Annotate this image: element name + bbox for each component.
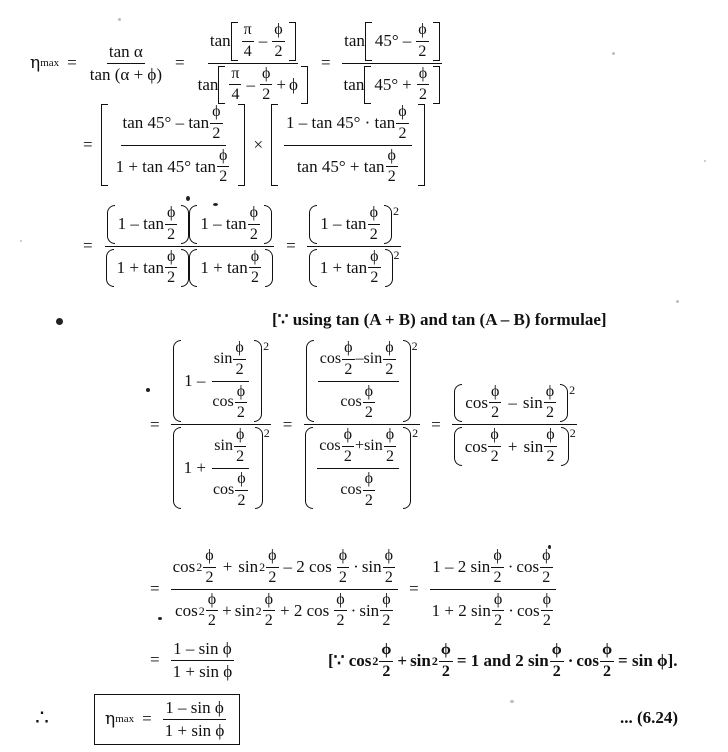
final-result bbox=[0, 694, 728, 745]
equation-row-4: = 1 – sin $\frac{\phi}{2}$ cos $\frac{\phi}{2}$ 2 1 + sin $\frac{\phi}{2}$ cos $\frac{\phi}{2}$ 2 = cos $\frac{\phi}{2}$ – sin $\frac{\phi}{2}$ cos $\frac{\phi}{2}$ 2 cos $\frac{\phi}{2}$ + sin $\frac{\phi}{2}$ cos $\frac{\phi}{2}$ 2 = cos $\frac{\phi}{2}$ – sin $\frac{\phi}{2}$ 2 cos $\frac{\phi}{2}$ + sin $\frac{\phi}{2}$ 2 bbox=[150, 339, 576, 509]
therefore-symbol: ∴ bbox=[35, 705, 49, 730]
equation-row-6: = $\frac{\text{1 – sin ϕ}}{\text{1 + sin ϕ}}$ [∵ cos 2 $\frac{\phi}{2}$ + sin 2 $\frac{\phi}{2}$ = 1 and 2 sin $\frac{\phi}{2}$ · cos $\frac{\phi}{2}$ = sin ϕ]. bbox=[150, 639, 678, 681]
equation-row-2: = tan 45° – tan $\frac{\phi}{2}$ 1 + tan 45° tan $\frac{\phi}{2}$ × 1 – tan 45° · tan $\frac{\phi}{2}$ tan 45° + tan $\frac{\phi}{2}$ bbox=[0, 104, 728, 186]
square-bracket: $\frac{\pi}{4}$ – $\frac{\phi}{2}$ bbox=[231, 22, 296, 61]
equation-row-5: = cos 2 $\frac{\phi}{2}$ + sin 2 $\frac{\phi}{2}$ – 2 cos $\frac{\phi}{2}$ · sin $\frac{\phi}{2}$ cos 2 $\frac{\phi}{2}$ + sin 2 $\frac{\phi}{2}$ + 2 cos $\frac{\phi}{2}$ · sin $\frac{\phi}{2}$ = 1 – 2 sin $\frac{\phi}{2}$ · cos $\frac{\phi}{2}$ 1 + 2 sin $\frac{\phi}{2}$ · cos $\frac{\phi}{2}$ bbox=[0, 548, 728, 630]
formula-note: [∵ using tan (A + B) and tan (A – B) formulae] bbox=[272, 310, 607, 329]
fraction: tan $\frac{\pi}{4}$ – $\frac{\phi}{2}$ tan $\frac{\pi}{4}$ – $\frac{\phi}{2}$ + ϕ bbox=[196, 22, 310, 104]
equation-row-3: = 1 – tan $\frac{\phi}{2}$ 1 – tan $\frac{\phi}{2}$ 1 + tan $\frac{\phi}{2}$ 1 + tan $\frac{\phi}{2}$ = 1 – tan $\frac{\phi}{2}$ 2 1 + tan $\frac{\phi}{2}$ 2 bbox=[83, 204, 400, 287]
square-bracket: $\frac{\pi}{4}$ – $\frac{\phi}{2}$ + ϕ bbox=[218, 66, 308, 105]
equation-row-1: η max = $\frac{\text{tan α}}{\tan (\alpha + \phi)}$ = tan $\frac{\pi}{4}$ – $\frac{\phi}{2}$ tan $\frac{\pi}{4}$ – $\frac{\phi}{2}$ + ϕ = tan 45° – $\frac{\phi}{2}$ tan 45° + $\frac{\phi}{2}$ bbox=[0, 22, 728, 104]
boxed-result: η max = $\frac{\text{1 – sin ϕ}}{\text{1 + sin ϕ}}$ bbox=[94, 694, 240, 745]
fraction: $\frac{\text{tan α}}{\tan (\alpha + \phi)}$ bbox=[89, 41, 163, 84]
eta-symbol: η bbox=[30, 53, 41, 74]
equation-number: ... (6.24) bbox=[620, 708, 679, 727]
fraction: tan 45° – $\frac{\phi}{2}$ tan 45° + $\frac{\phi}{2}$ bbox=[342, 22, 443, 104]
